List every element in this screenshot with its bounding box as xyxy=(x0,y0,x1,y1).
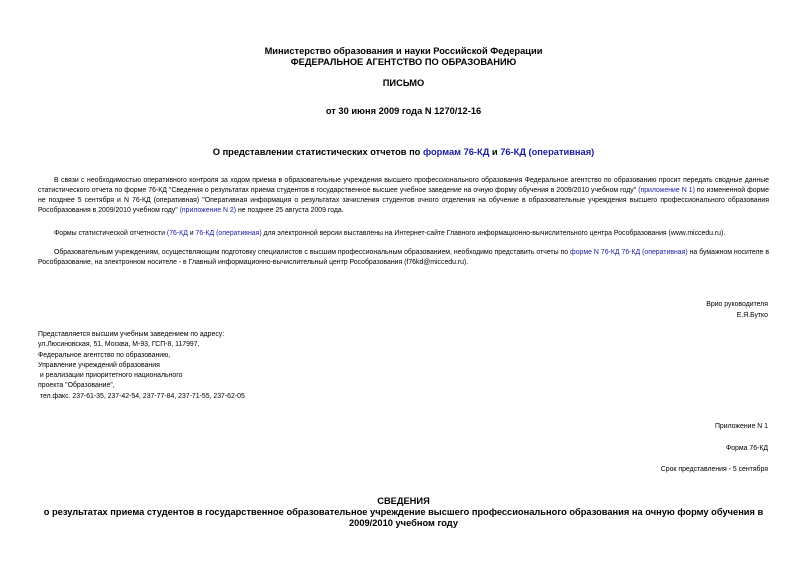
address-line: ул.Люсиновская, 51, Москва, М-93, ГСП-8, 117997, xyxy=(38,341,200,349)
report-subtitle-line-2: 2009/2010 учебном году xyxy=(348,518,458,528)
appendix-form: Форма 76-КД xyxy=(725,445,768,452)
address-line: проекта "Образование", xyxy=(38,382,115,390)
para3-text-1: Образовательным учреждениям, осуществляющим подготовку специалистов с высшим профессиональным образованием, необходимо представить отчеты по xyxy=(54,249,571,256)
para1-text-2: по измененной форме не позднее 5 сентября и N 76-КД (оперативная) "Оперативная информация о результатах зачисления студентов очного отделения на обучение в образовательные учреждения высшего профессионального образования Рособразования в 2009/2010 учебном году" xyxy=(38,186,769,214)
report-heading: СВЕДЕНИЯ xyxy=(377,496,430,506)
appendix-label: Приложение N 1 xyxy=(714,423,768,430)
appendix-2-link[interactable]: (приложение N 2) xyxy=(179,206,237,214)
para2-text-3: для электронной версии выставлены на Интернет-сайте Главного информационно-вычислительного центра Рособразования (www.miccedu.ru). xyxy=(261,230,726,237)
ministry-title: Министерство образования и науки Российской Федерации xyxy=(264,46,543,56)
address-line: и реализации приоритетного национального xyxy=(38,372,183,380)
document-date-number: от 30 июня 2009 года N 1270/12-16 xyxy=(325,106,482,116)
address-line: Представляется высшим учебным заведением по адресу: xyxy=(38,331,225,338)
agency-title: ФЕДЕРАЛЬНОЕ АГЕНТСТВО ПО ОБРАЗОВАНИЮ xyxy=(290,57,517,67)
paragraph-3 xyxy=(38,248,769,268)
form-76kd-operative-link-2[interactable]: 76-КД (оперативная) xyxy=(195,230,262,237)
document-type: ПИСЬМО xyxy=(382,78,425,88)
report-subtitle-line-1: о результатах приема студентов в государственное образовательное учреждение высшего профессионального образования на очную форму обучения в xyxy=(43,507,764,517)
address-line: тел.факс. 237-61-35, 237-42-54, 237-77-84, 237-71-55, 237-62-05 xyxy=(38,392,245,400)
signature-name: Е.Я.Бутко xyxy=(736,311,768,319)
form-76kd-operative-link[interactable]: 76-КД (оперативная) xyxy=(500,147,595,157)
address-line: Федеральное агентство по образованию, xyxy=(38,351,171,359)
appendix-1-link[interactable]: (приложение N 1) xyxy=(638,186,695,194)
para2-text-1: Формы статистической отчетности xyxy=(54,230,167,237)
form-76kd-link[interactable]: формам 76-КД xyxy=(422,147,490,157)
form-76kd-operative-link-3[interactable]: 76-КД (оперативная) xyxy=(621,249,688,256)
para1-text-1: В связи с необходимостью оперативного контроля за ходом приема в образовательные учреждения высшего профессионального образования Федеральное агентство по образованию просит передать сводные данные статистического отчета по форме 76-КД "Сведения о результатах приема студентов в государственное высшее учебное заведение на очную форму обучения в 2009/2010 учебном году" xyxy=(38,177,769,194)
subject-prefix: О представлении статистических отчетов по xyxy=(212,147,423,157)
document-subject xyxy=(0,147,807,158)
paragraph-2 xyxy=(38,229,769,239)
address-line: Управление учреждений образования xyxy=(38,361,160,369)
para1-text-3: не позднее 25 августа 2009 года. xyxy=(236,206,344,214)
appendix-deadline: Срок представления - 5 сентября xyxy=(660,466,768,473)
paragraph-1 xyxy=(38,176,769,216)
para2-text-2: и xyxy=(187,230,196,237)
signature-position: Врио руководителя xyxy=(706,301,768,308)
address-block xyxy=(38,330,245,402)
signature-block xyxy=(706,300,768,321)
para3-text-3: на бумажном носителе в Рособразование, на электронном носителе - в Главный информационно-вычислительный центр Рособразования (f76kd@miccedu.ru). xyxy=(38,249,770,266)
subject-mid: и xyxy=(489,147,501,157)
form-76kd-link-2[interactable]: (76-КД xyxy=(166,230,188,237)
form-76kd-link-3[interactable]: форме N 76-КД xyxy=(570,249,620,256)
